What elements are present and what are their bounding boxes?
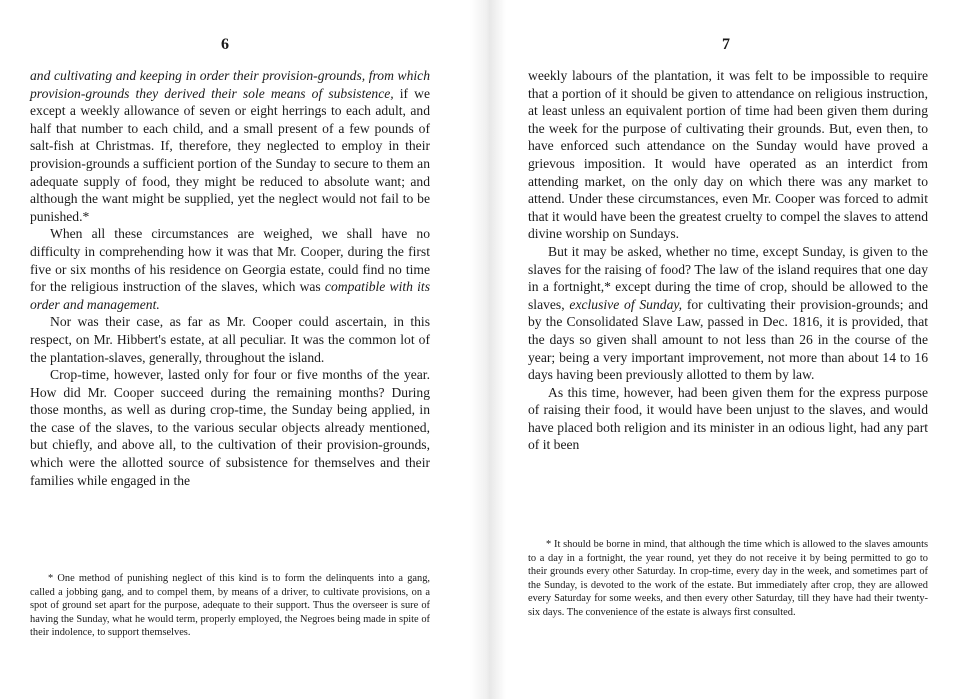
left-paragraph-2-text: When all these circumstances are weighed, we shall have no difficulty in comprehending how it was that Mr. Cooper, during the first five or six months of his residence on Georgia estate, could find no time for the religious instruction of the slaves, which was	[30, 226, 430, 295]
right-paragraph-2-end: for cultivating their provision-grounds; and by the Consolidated Slave Law, passed in Dec. 1816, it is provided, that the days so given shall amount to not less than 26 in the course of the year; being a very important improvement, not more than about 14 to 16 days having been previously allotted to them by law.	[528, 296, 928, 383]
right-footnotes	[528, 538, 928, 620]
left-footnotes	[30, 572, 430, 640]
right-paragraph-2-start: But it may be asked, whether no time, except Sunday, is given to the slaves for the raising of food? The law of the island requires that one day in a fortnight,* except during the time of crop, should be allowed to the slaves,	[528, 243, 928, 312]
left-page-body	[30, 67, 430, 489]
left-paragraph-1-rest: if we except a weekly allowance of seven or eight herrings to each adult, and half that number to each child, and a small present of a few pounds of salt-fish at Christmas. If, therefore, they neglected to employ in their provision-grounds a sufficient portion of the Sunday to secure to them an adequate supply of food, they might be reduced to absolute want; and although the want might be supplied, yet the neglect would not fail to be punished.*	[30, 85, 431, 224]
right-paragraph-2	[528, 243, 928, 384]
left-lead-italic: and cultivating and keeping in order their provision-grounds, from which provision-grounds they derived their sole means of subsistence,	[30, 68, 430, 101]
right-paragraph-3: As this time, however, had been given them for the express purpose of raising their food, it would have been unjust to the slaves, and would have placed both religion and its minister in an odious light, had any part of it been	[528, 384, 928, 453]
left-paragraph-2	[30, 225, 430, 313]
right-page	[528, 0, 928, 699]
left-paragraph-1	[30, 67, 430, 225]
left-paragraph-4: Crop-time, however, lasted only for four or five months of the year. How did Mr. Cooper succeed during the remaining months? During those months, as well as during crop-time, the Sunday being applied, in the case of the slaves, to the various secular objects already mentioned, but chiefly, and above all, to the cultivation of their provision-grounds, which were the allotted source of subsistence for themselves and their families while engaged in the	[30, 367, 430, 488]
right-page-body	[528, 67, 928, 454]
page-number-left: 6	[221, 36, 229, 53]
left-footnote: * One method of punishing neglect of this kind is to form the delinquents into a gang, called a jobbing gang, and to compel them, by means of a driver, to cultivate provisions, on a spot of ground set apart for the purpose, adequate to their support. Thus the overseer is sure of having the Sunday, what he would term, properly employed, the Negroes being made in spite of their indolence, to support themselves.	[30, 573, 430, 639]
left-page	[30, 0, 430, 699]
right-footnote: * It should be borne in mind, that although the time which is allowed to the slaves amounts to a day in a fortnight, the year round, yet they do not receive it by being permitted to go to their grounds every other Saturday. In crop-time, every day in the week, and sometimes part of the Sunday, is devoted to the work of the estate. But immediately after crop, they are allowed every Saturday for some weeks, and then every other Saturday, till they have had their twenty-six days. The convenience of the estate is always first consulted.	[528, 539, 928, 618]
left-paragraph-3: Nor was their case, as far as Mr. Cooper could ascertain, in this respect, on Mr. Hibbert's estate, at all peculiar. It was the common lot of the plantation-slaves, generally, throughout the island.	[30, 314, 430, 365]
right-paragraph-1: weekly labours of the plantation, it was felt to be impossible to require that a portion of it should be given to attendance on religious instruction, at least unless an equivalent portion of time had been given them during the week for the purpose of cultivating their grounds. But, even then, to have enforced such attendance on the Sunday would have proved a grievous imposition. It would have operated as an interdict from attending market, on the only day on which there was any market to attend. Under these circumstances, even Mr. Cooper was forced to admit that it would have been the greatest cruelty to compel the slaves to attend divine worship on Sundays.	[528, 68, 928, 242]
page-number-right: 7	[722, 36, 730, 53]
right-paragraph-2-italic: exclusive of Sunday,	[569, 296, 683, 312]
book-gutter	[470, 0, 506, 699]
left-paragraph-2-italic: compatible with its order and management.	[30, 279, 430, 312]
